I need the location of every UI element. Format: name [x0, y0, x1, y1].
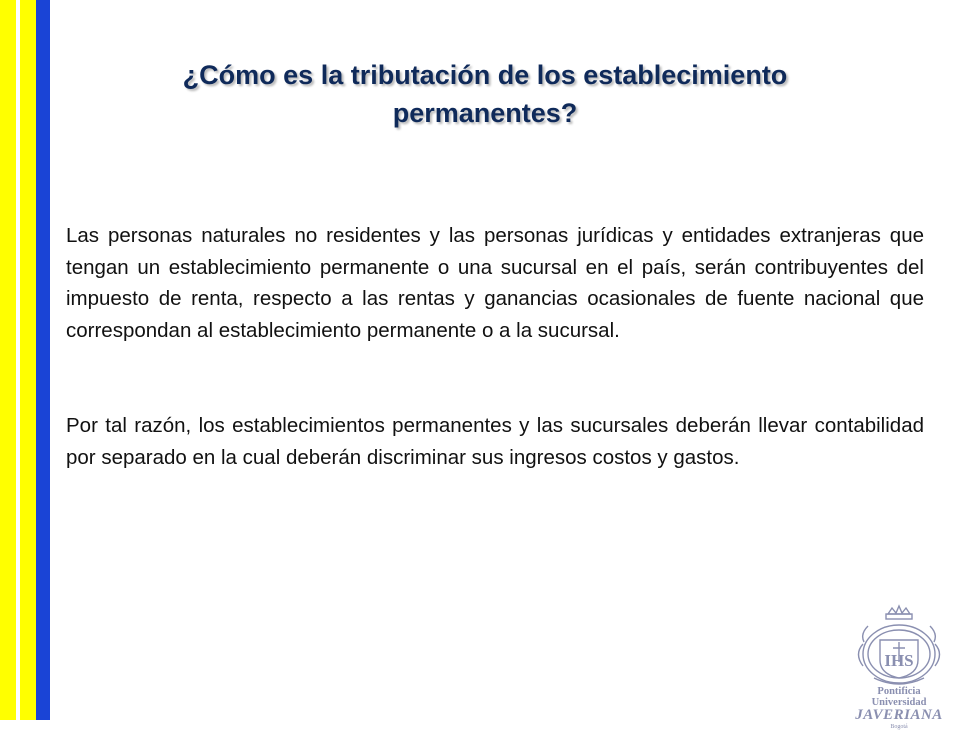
body-paragraph-1: Las personas naturales no residentes y las personas jurídicas y entidades extranjeras que tengan un establecimiento permanente o una sucursal en el país, serán contribuyentes del impuesto de renta, respecto a las rentas y ganancias ocasionales de fuente nacional que correspondan al establecimiento permanente o a la sucursal. [66, 224, 924, 342]
university-seal-icon [850, 604, 948, 686]
left-stripe-yellow-outer [0, 0, 16, 720]
body-paragraph-2: Por tal razón, los establecimientos permanentes y las sucursales deberán llevar contabilidad por separado en la cual deberán discriminar sus ingresos costos y gastos. [66, 414, 924, 469]
logo-text-line3: Bogotá [890, 724, 908, 730]
logo-emblem-text: IHS [884, 651, 914, 670]
slide-title: ¿Cómo es la tributación de los establecimiento permanentes? [182, 60, 788, 128]
logo-text-line2: JAVERIANA [855, 707, 943, 723]
left-stripe-blue [36, 0, 50, 720]
university-logo [850, 604, 948, 730]
left-stripe-yellow-inner [20, 0, 36, 720]
logo-text-line1: Pontificia Universidad [871, 686, 927, 708]
